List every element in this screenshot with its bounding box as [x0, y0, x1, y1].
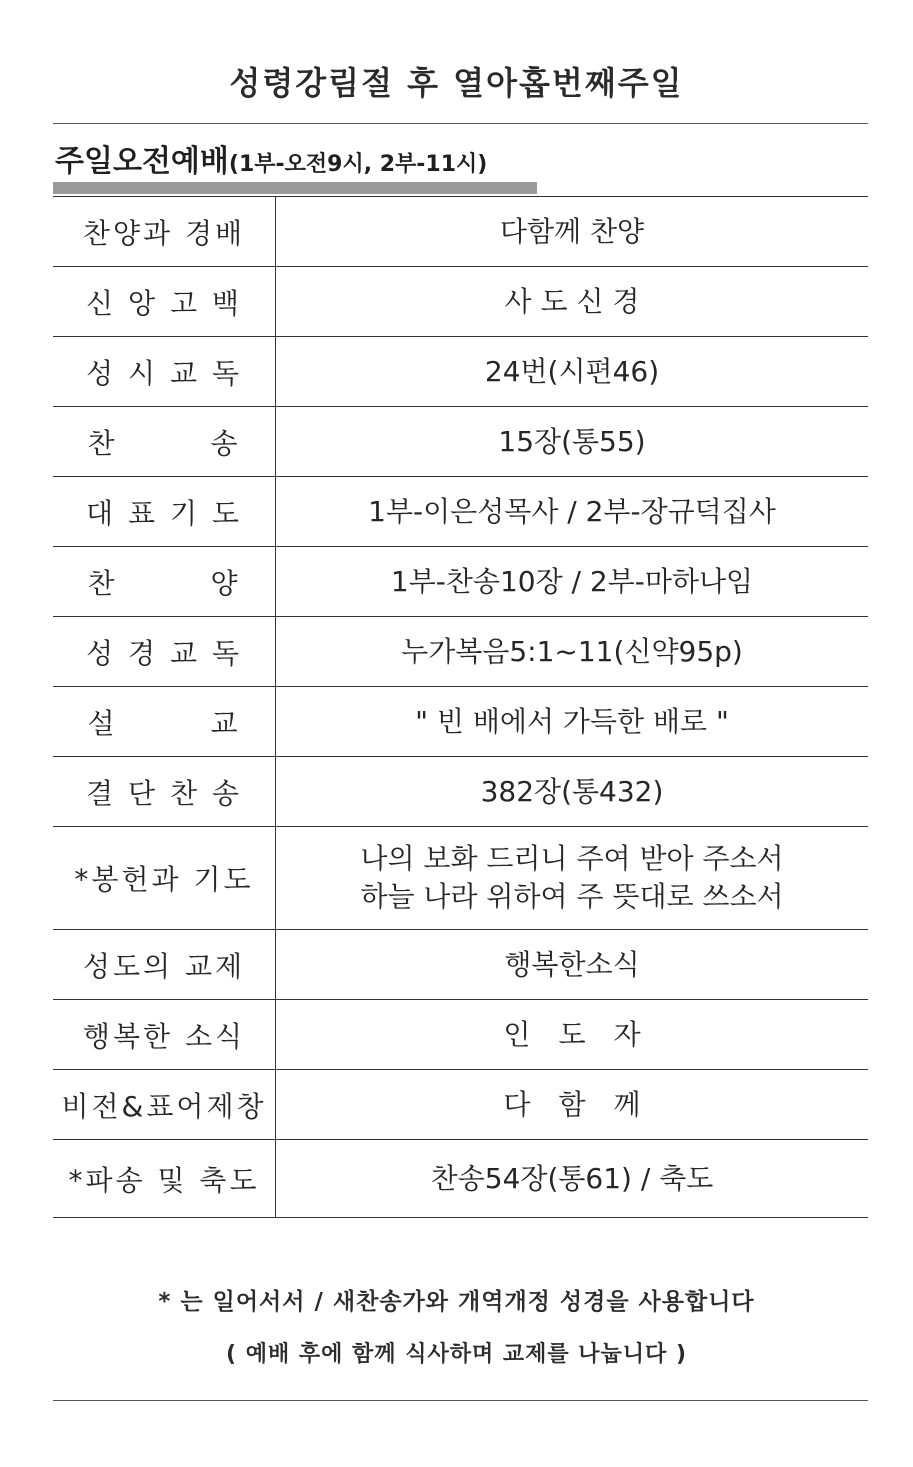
order-item-label: 설 교	[53, 687, 276, 757]
order-item-detail: 382장(통432)	[276, 757, 869, 827]
section-title	[55, 136, 487, 180]
order-item-label: 찬 송	[53, 407, 276, 477]
order-item-detail: 1부-이은성목사 / 2부-장규덕집사	[276, 477, 869, 547]
order-item-label: 비전&표어제창	[53, 1070, 276, 1140]
table-row	[53, 1140, 868, 1218]
order-item-label: 성도의 교제	[53, 930, 276, 1000]
table-row	[53, 1000, 868, 1070]
table-row	[53, 337, 868, 407]
worship-order-table	[53, 196, 868, 1218]
table-row	[53, 1070, 868, 1140]
order-item-label: *봉헌과 기도	[53, 827, 276, 930]
table-row	[53, 617, 868, 687]
order-item-label: 찬 양	[53, 547, 276, 617]
order-item-label: 대 표 기 도	[53, 477, 276, 547]
order-item-detail: 15장(통55)	[276, 407, 869, 477]
meal-note: ( 예배 후에 함께 식사하며 교제를 나눕니다 )	[225, 1342, 687, 1367]
service-times: (1부-오전9시, 2부-11시)	[228, 152, 488, 177]
table-row	[53, 687, 868, 757]
table-row	[53, 827, 868, 930]
table-row	[53, 547, 868, 617]
order-item-label: 찬양과 경배	[53, 197, 276, 267]
order-item-label: 성 시 교 독	[53, 337, 276, 407]
order-item-detail: 다 함 께	[276, 1070, 869, 1140]
section-underline-bar	[53, 182, 537, 194]
page-title: 성령강림절 후 열아홉번째주일	[229, 64, 684, 102]
order-item-detail: 인 도 자	[276, 1000, 869, 1070]
lyrics-line-2: 하늘 나라 위하여 주 뜻대로 쓰소서	[360, 880, 784, 913]
table-row	[53, 407, 868, 477]
order-item-detail: 누가복음5:1~11(신약95p)	[276, 617, 869, 687]
order-item-label: 행복한 소식	[53, 1000, 276, 1070]
table-row	[53, 477, 868, 547]
table-row	[53, 930, 868, 1000]
order-item-label: 성 경 교 독	[53, 617, 276, 687]
sermon-title: " 빈 배에서 가득한 배로 "	[276, 687, 869, 757]
order-item-label: 결 단 찬 송	[53, 757, 276, 827]
bottom-divider	[53, 1400, 868, 1401]
top-divider	[53, 123, 868, 124]
order-item-label: *파송 및 축도	[53, 1140, 276, 1218]
lyrics-line-1: 나의 보화 드리니 주여 받아 주소서	[360, 842, 784, 875]
offering-lyrics	[276, 827, 869, 930]
service-name: 주일오전예배	[55, 144, 229, 179]
order-item-detail: 1부-찬송10장 / 2부-마하나임	[276, 547, 869, 617]
order-item-label: 신 앙 고 백	[53, 267, 276, 337]
order-item-detail: 찬송54장(통61) / 축도	[276, 1140, 869, 1218]
table-row	[53, 267, 868, 337]
table-row	[53, 757, 868, 827]
table-row	[53, 197, 868, 267]
order-item-detail: 사 도 신 경	[276, 267, 869, 337]
order-item-detail: 행복한소식	[276, 930, 869, 1000]
order-item-detail: 다함께 찬양	[276, 197, 869, 267]
standing-note: * 는 일어서서 / 새찬송가와 개역개정 성경을 사용합니다	[158, 1289, 755, 1315]
order-item-detail: 24번(시편46)	[276, 337, 869, 407]
